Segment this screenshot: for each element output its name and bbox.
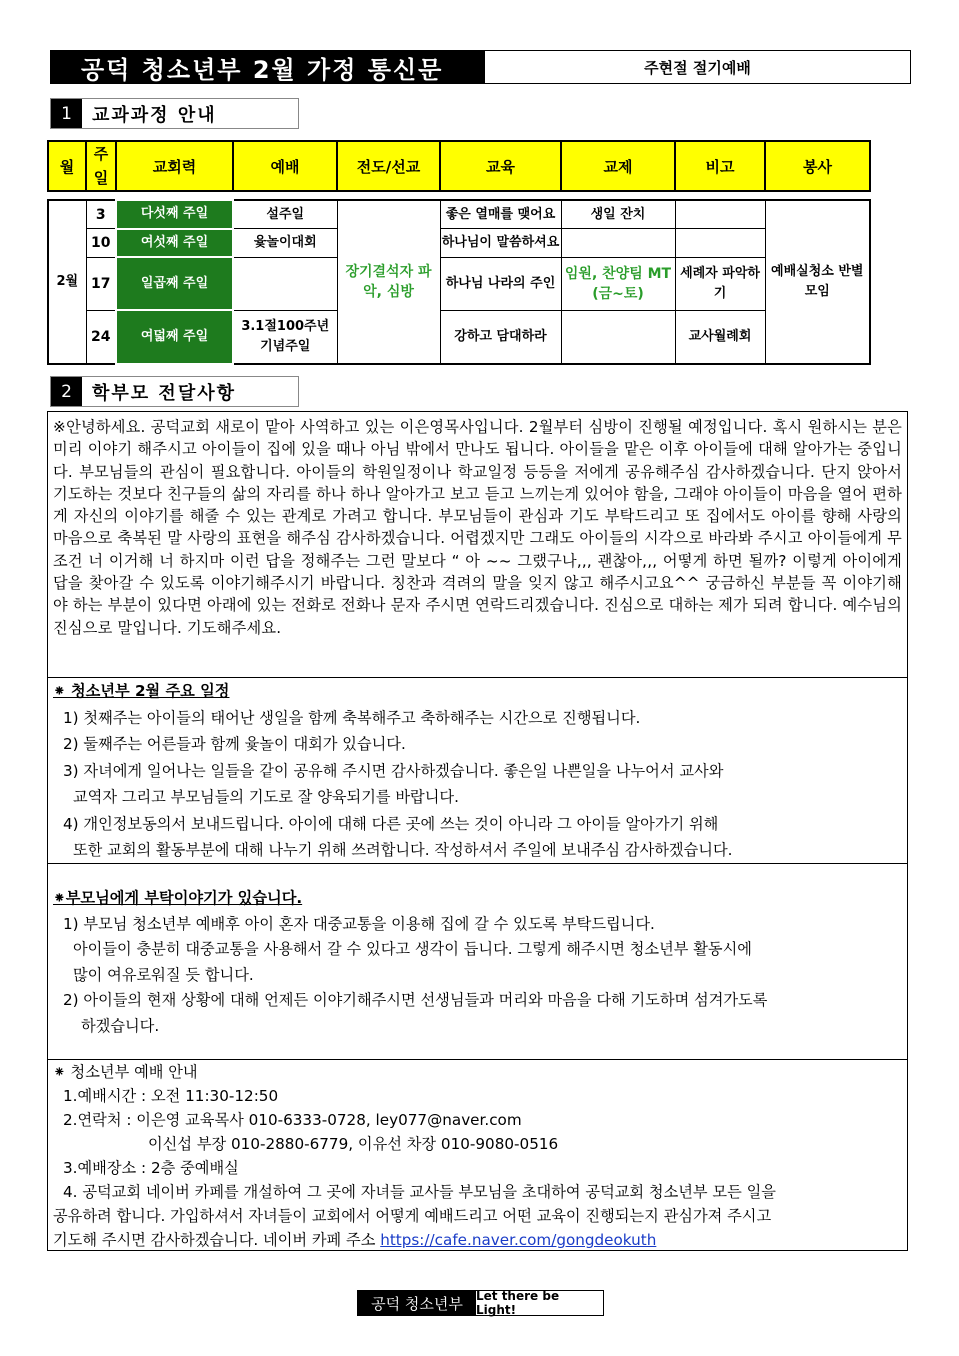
cafe-info-line: 공유하려 합니다. 가입하셔서 자녀들이 교회에서 어떻게 예배드리고 어떤 교육이 진행되는지 관심가져 주시고	[53, 1207, 772, 1225]
worship-info-title: ⁕ 청소년부 예배 안내	[53, 1063, 198, 1081]
header-fellowship: 교제	[561, 141, 675, 191]
list-item: 2) 둘째주는 어른들과 함께 윷놀이 대회가 있습니다.	[63, 735, 406, 753]
header-mission: 전도/선교	[337, 141, 440, 191]
parent-notice-box	[47, 411, 908, 1251]
footer-motto: Let there be Light!	[476, 1289, 560, 1317]
list-item-continued: 또한 교회의 활동부분에 대해 나누기 위해 쓰려합니다. 작성하셔서 주일에 보내주심 감사하겠습니다.	[73, 841, 733, 859]
church-calendar-cell: 여섯째 주일	[116, 229, 233, 258]
week-number: 24	[86, 310, 116, 364]
monthly-schedule	[48, 678, 907, 864]
mission-cell: 장기결석자 파악, 심방	[337, 200, 440, 364]
education-cell: 하나님이 말씀하셔요	[440, 229, 561, 258]
header-week: 주일	[86, 141, 116, 191]
header-church-calendar: 교회력	[116, 141, 233, 191]
section-number: 2	[51, 377, 82, 406]
month-cell: 2월	[48, 200, 86, 364]
list-item: 2) 아이들의 현재 상황에 대해 언제든 이야기해주시면 선생님들과 머리와 마음을 다해 기도하며 섬겨가도록	[63, 991, 768, 1009]
parent-requests-title: ⁕부모님에게 부탁이야기가 있습니다.	[53, 889, 303, 907]
table-row	[48, 200, 870, 229]
footer-org-name: 공덕 청소년부	[358, 1291, 476, 1315]
week-number: 17	[86, 257, 116, 310]
contact-secondary: 이신섭 부장 010-2880-6779, 이유선 차장 010-9080-0516	[148, 1135, 559, 1153]
section-title: 교과과정 안내	[92, 104, 217, 126]
table-row	[48, 310, 870, 364]
parent-requests	[48, 864, 907, 1060]
section-header-curriculum	[50, 98, 299, 129]
fellowship-cell	[561, 310, 675, 364]
week-number: 3	[86, 200, 116, 229]
table-row	[48, 229, 870, 258]
list-item-continued: 하겠습니다.	[81, 1016, 160, 1035]
table-row	[48, 257, 870, 310]
section-title: 학부모 전달사항	[92, 382, 236, 404]
education-cell: 강하고 담대하라	[440, 310, 561, 364]
list-item: 1) 첫째주는 아이들의 태어난 생일을 함께 축복해주고 축하해주는 시간으로 진행됩니다.	[63, 708, 641, 727]
list-item-continued: 아이들이 충분히 대중교통을 사용해서 갈 수 있다고 생각이 듭니다. 그렇게 해주시면 청소년부 활동시에	[73, 940, 752, 958]
worship-place: 3.예배장소 : 2층 중예배실	[63, 1159, 239, 1177]
list-item: 1) 부모님 청소년부 예배후 아이 혼자 대중교통을 이용해 집에 갈 수 있도록 부탁드립니다.	[63, 914, 655, 933]
section-number: 1	[51, 99, 82, 128]
week-number: 10	[86, 229, 116, 258]
fellowship-cell: 생일 잔치	[561, 200, 675, 229]
worship-time: 1.예배시간 : 오전 11:30-12:50	[63, 1087, 279, 1105]
note-cell: 세례자 파악하기	[675, 257, 765, 310]
list-item-continued: 많이 여유로워질 듯 합니다.	[73, 965, 254, 984]
worship-cell: 3.1절100주년 기념주일	[233, 310, 337, 364]
document-subtitle: 주현절 절기예배	[644, 58, 751, 77]
document-header	[50, 50, 911, 84]
education-cell: 좋은 열매를 맺어요	[440, 200, 561, 229]
list-item: 4) 개인정보동의서 보내드립니다. 아이에 대해 다른 곳에 쓰는 것이 아니라 그 아이들 알아가기 위해	[63, 814, 719, 833]
header-worship: 예배	[233, 141, 337, 191]
contact-primary: 2.연락처 : 이은영 교육목사 010-6333-0728, ley077@naver.com	[63, 1111, 522, 1129]
header-note: 비고	[675, 141, 765, 191]
note-cell	[675, 229, 765, 258]
church-calendar-cell: 일곱째 주일	[116, 257, 233, 310]
church-calendar-cell: 다섯째 주일	[116, 200, 233, 229]
worship-cell: 설주일	[233, 200, 337, 229]
list-item-continued: 교역자 그리고 부모님들의 기도로 잘 양육되기를 바랍니다.	[73, 788, 459, 806]
schedule-table-header	[47, 140, 871, 192]
monthly-schedule-title: ⁕ 청소년부 2월 주요 일정	[53, 682, 230, 700]
cafe-link[interactable]: https://cafe.naver.com/gongdeokuth	[380, 1231, 657, 1249]
cafe-info-line	[53, 1228, 902, 1252]
fellowship-cell: 임원, 찬양팀 MT (금~토)	[561, 257, 675, 310]
header-month: 월	[48, 141, 86, 191]
footer-badge	[357, 1290, 604, 1316]
schedule-table	[47, 199, 871, 365]
document-title: 공덕 청소년부 2월 가정 통신문	[51, 51, 485, 83]
fellowship-cell	[561, 229, 675, 258]
header-service: 봉사	[765, 141, 870, 191]
note-cell: 교사월례회	[675, 310, 765, 364]
service-cell: 예배실청소 반별모임	[765, 200, 870, 364]
cafe-label: 기도해 주시면 감사하겠습니다. 네이버 카페 주소	[53, 1231, 381, 1249]
worship-cell: 윷놀이대회	[233, 229, 337, 258]
church-calendar-cell: 여덟째 주일	[116, 310, 233, 364]
worship-cell	[233, 257, 337, 310]
header-education: 교육	[440, 141, 561, 191]
cafe-info-line: 4. 공덕교회 네이버 카페를 개설하여 그 곳에 자녀들 교사들 부모님을 초대하여 공덕교회 청소년부 모든 일을	[63, 1183, 776, 1201]
worship-info	[48, 1060, 907, 1250]
education-cell: 하나님 나라의 주인	[440, 257, 561, 310]
pastor-greeting: ※안녕하세요. 공덕교회 새로이 맡아 사역하고 있는 이은영목사입니다. 2월부터 심방이 진행될 예정입니다. 혹시 원하시는 분은 미리 이야기 해주시고 아이들이 집에 있을 때나 아님 밖에서 만나도 됩니다. 아이들을 맡은 이후 아이들에 대해 알아가는 중입니다. 부모님들의 관심이 필요합니다. 아이들의 학원일정이나 학교일정 등등을 저에게 공유해주심 감사하겠습니다. 단지 앉아서 기도하는 것보다 친구들의 삶의 자리를 하나 하나 알아가고 보고 듣고 느끼는게 있어야 함을, 그래야 아이들이 마음을 열어 편하게 자신의 이야기를 해줄 수 있는 관계로 가려고 합니다. 부모님들이 관심과 기도 부탁드리고 또 집에서도 아이를 향해 사랑의 마음으로 축복된 말 사랑의 표현을 해주심 감사하겠습니다. 어렵겠지만 그래도 아이들의 시각으로 바라봐 주시고 아이들에게 무조건 너 이거해 너 하지마 이런 답을 정해주는 그런 말보다 “ 아 ~~ 그랬구나,,, 괜찮아,,, 어떻게 하면 될까? 이렇게 아이에게 답을 찾아갈 수 있도록 이야기해주시기 바랍니다. 칭찬과 격려의 말을 잊지 않고 해주시고요^^ 궁금하신 부분들 꼭 이야기해야 하는 부분이 있다면 아래에 있는 전화로 전화나 문자 주시면 연락드리겠습니다. 진심으로 대하는 제가 되려 합니다. 예수님의 진심으로 말입니다. 기도해주세요.	[48, 412, 907, 678]
list-item: 3) 자녀에게 일어나는 일들을 같이 공유해 주시면 감사하겠습니다. 좋은일 나쁜일을 나누어서 교사와	[63, 761, 724, 780]
section-header-parent-notice	[50, 376, 299, 407]
note-cell	[675, 200, 765, 229]
